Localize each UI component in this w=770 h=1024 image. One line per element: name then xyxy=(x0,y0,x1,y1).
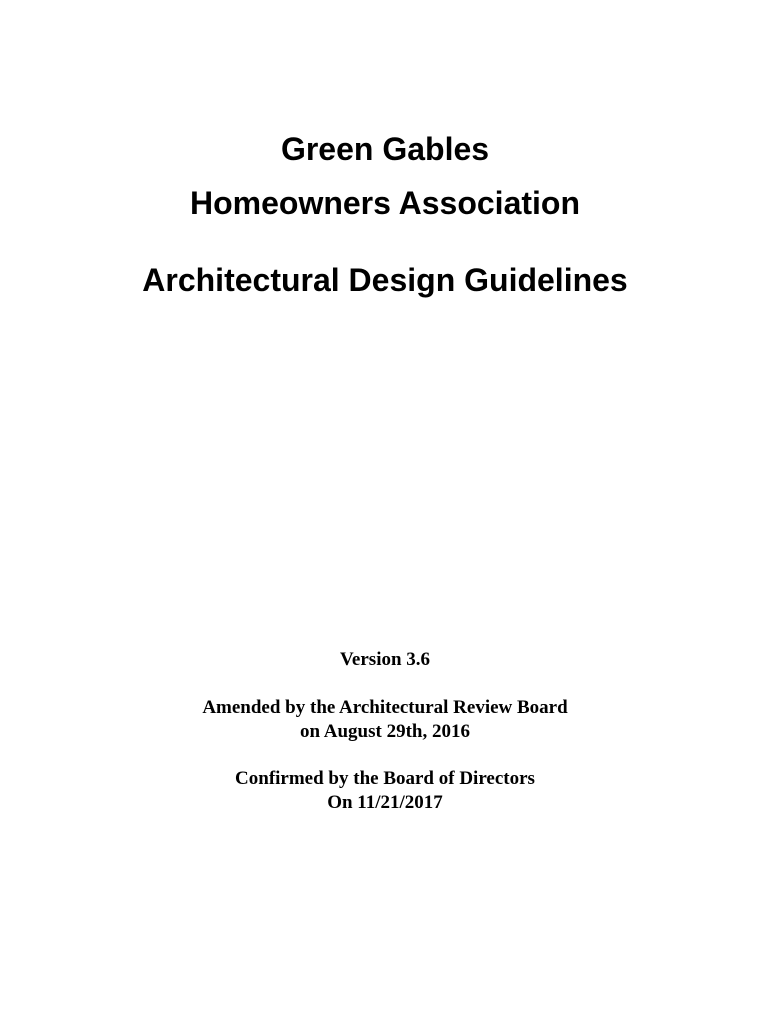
title-association-name: Green Gables xyxy=(280,131,490,167)
confirmed-date-line: On 11/21/2017 xyxy=(327,792,443,813)
amended-date-line: on August 29th, 2016 xyxy=(300,721,470,742)
title-association-type: Homeowners Association xyxy=(189,185,580,221)
document-title: Architectural Design Guidelines xyxy=(142,262,628,298)
amended-by-line: Amended by the Architectural Review Board xyxy=(202,697,568,718)
confirmed-by-line: Confirmed by the Board of Directors xyxy=(235,768,535,789)
version-label: Version 3.6 xyxy=(339,649,431,670)
